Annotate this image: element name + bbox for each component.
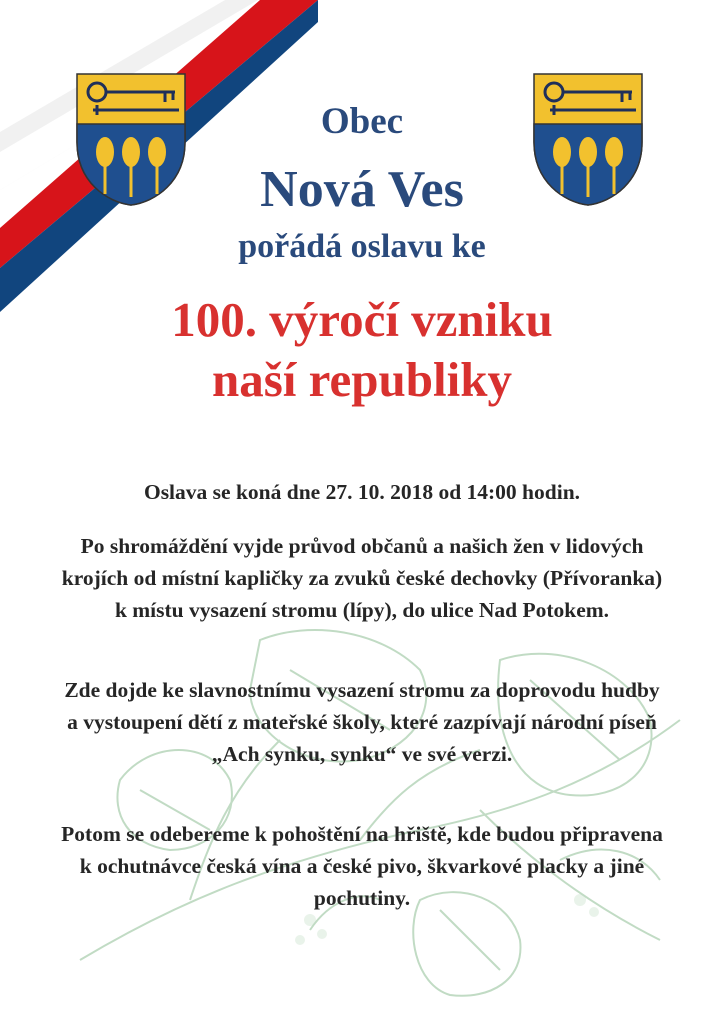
obec-label: Obec xyxy=(320,101,404,142)
event-date-paragraph: Oslava se koná dne 27. 10. 2018 od 14:00 hodin. xyxy=(143,480,581,504)
anniversary-line-1: 100. výročí vzniku xyxy=(171,292,553,347)
refreshments-paragraph: Potom se odebereme k pohoštění na hřiště, kde budou připravena k ochutnávce česká vína a české pivo, škvarkové placky a jiné pochutiny. xyxy=(61,822,663,910)
announces-line: pořádá oslavu ke xyxy=(238,228,486,265)
procession-paragraph: Po shromáždění vyjde průvod občanů a našich žen v lidových krojích od místní kapličky za zvuků české dechovky (Přívoranka) k místu vysazení stromu (lípy), do ulice Nad Potokem. xyxy=(61,534,663,622)
tree-planting-paragraph: Zde dojde ke slavnostnímu vysazení stromu za doprovodu hudby a vystoupení dětí z mateřské školy, které zazpívají národní píseň „Ach synku, synku“ ve své verzi. xyxy=(64,678,660,766)
anniversary-line-2: naší republiky xyxy=(211,352,513,407)
village-name: Nová Ves xyxy=(260,161,464,218)
anniversary-title xyxy=(0,290,724,410)
linden-branch-illustration xyxy=(60,600,700,1020)
